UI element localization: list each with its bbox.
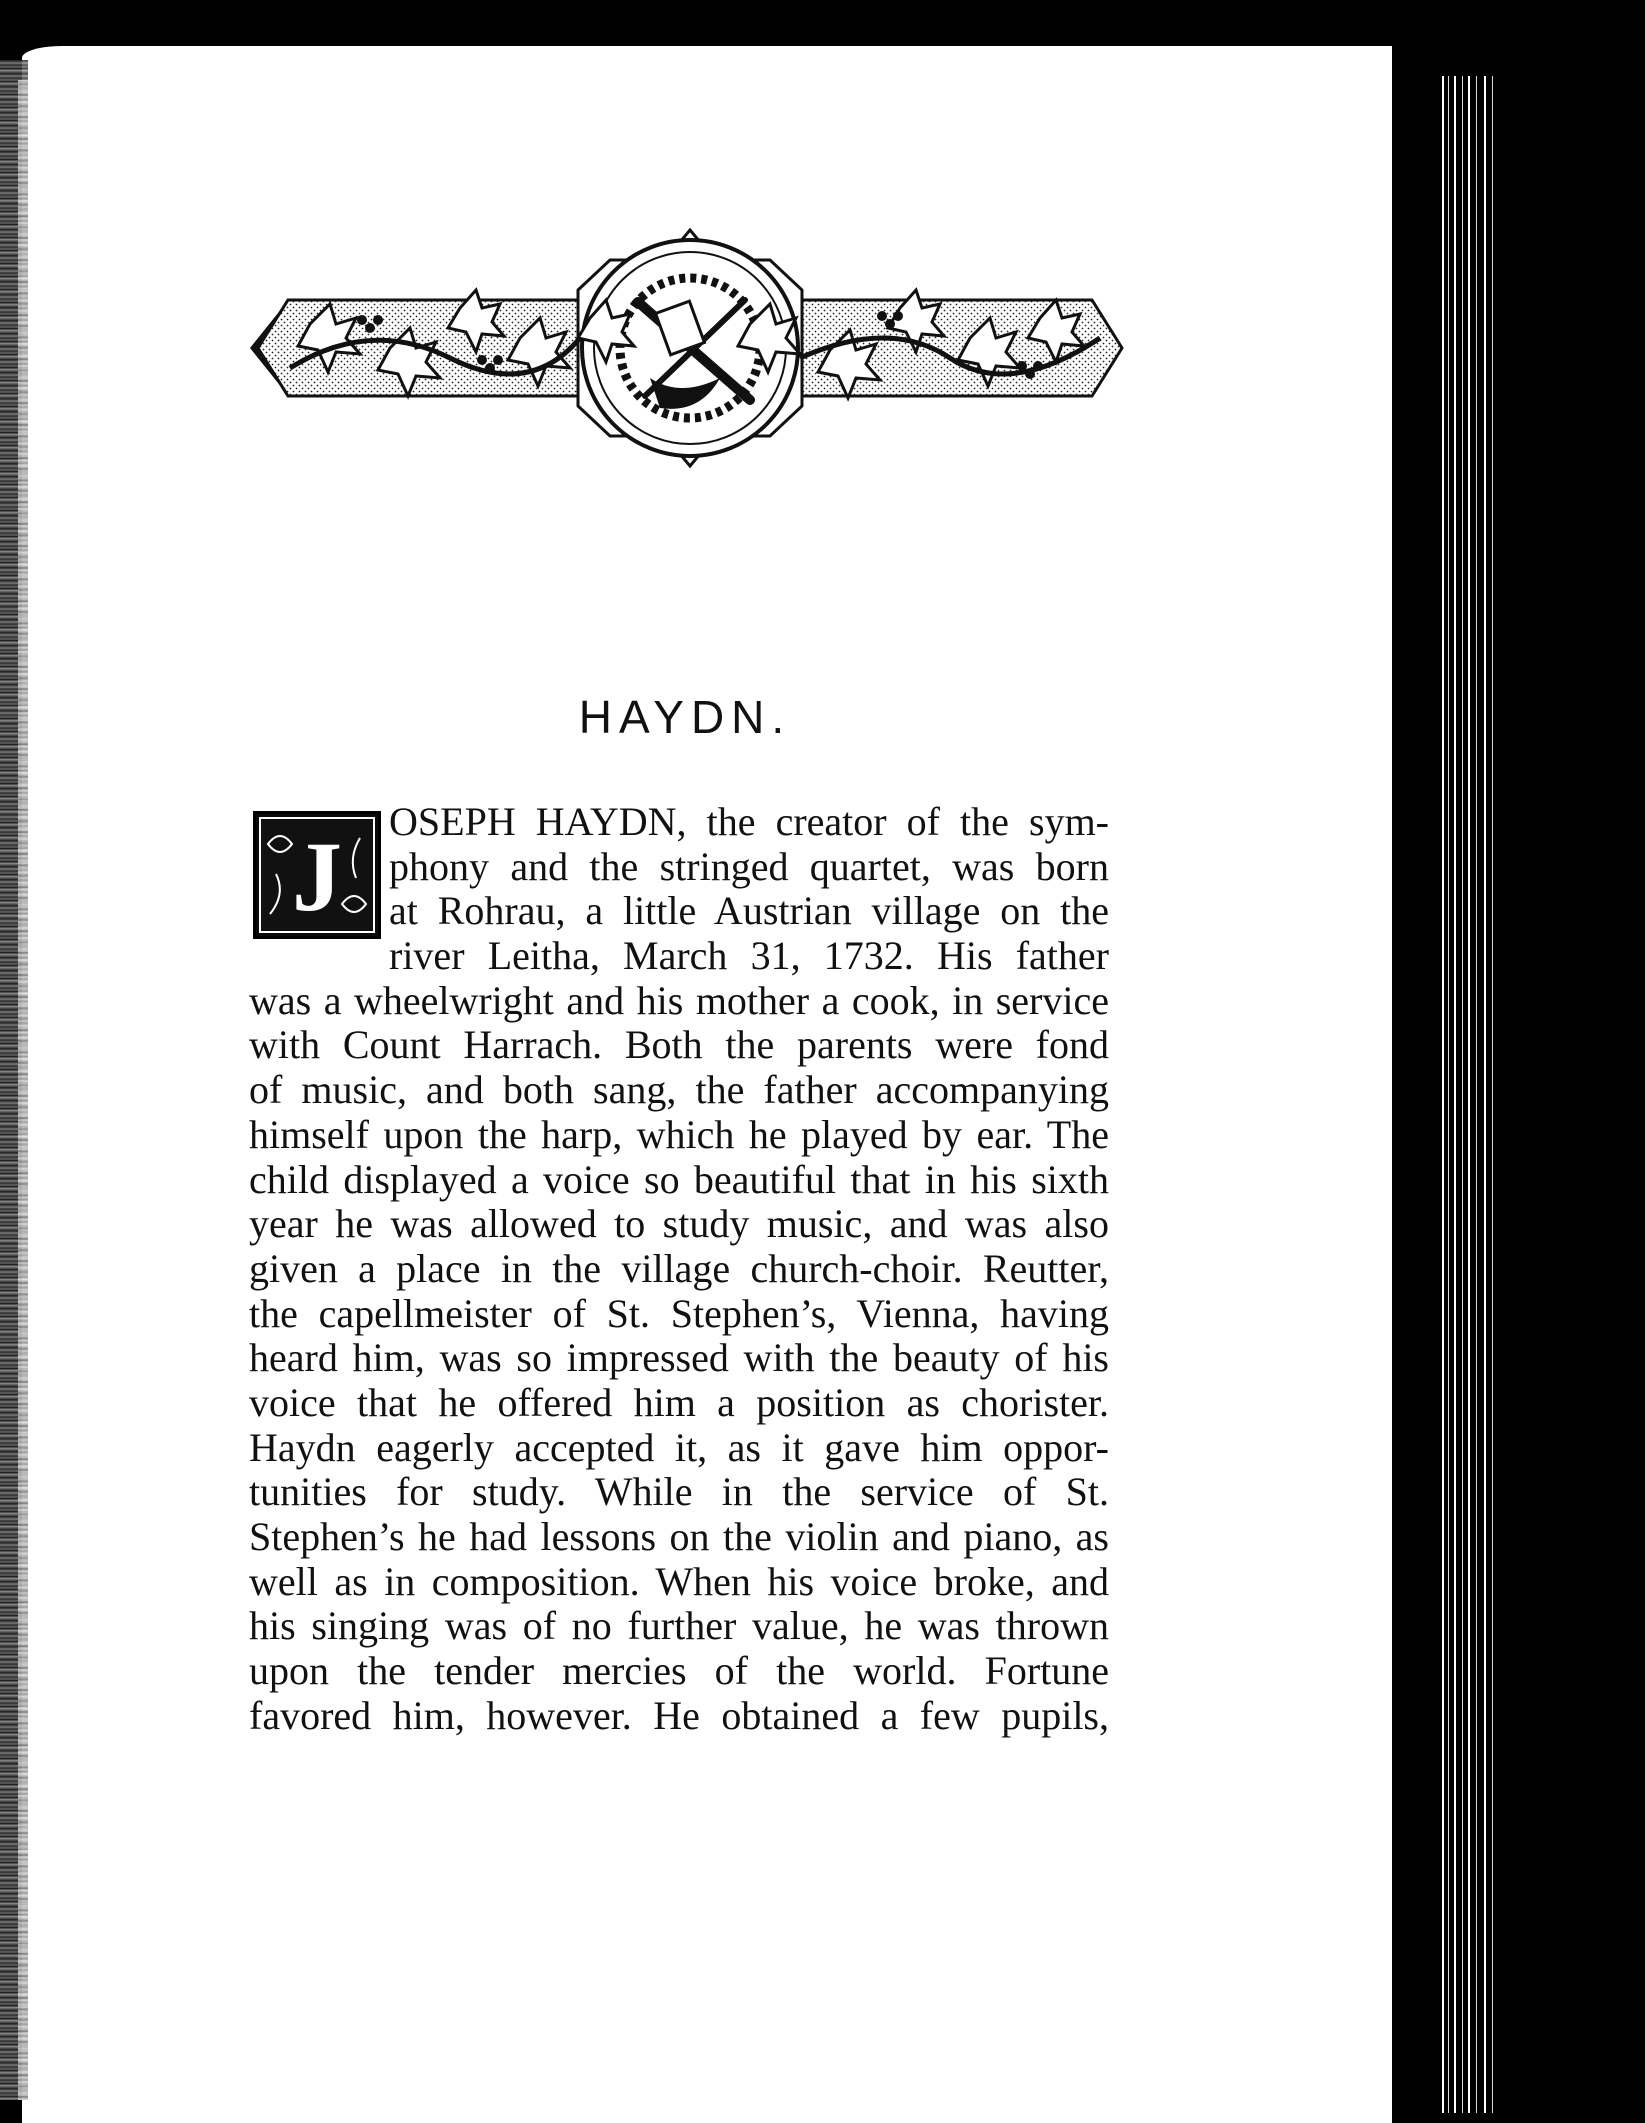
text-line: upon the tender mercies of the world. Fortune: [249, 1648, 1109, 1694]
text-line: the capellmeister of St. Stephen’s, Vienna, having: [249, 1290, 1109, 1336]
page-edge-line: [1468, 76, 1470, 2113]
text-line: Stephen’s he had lessons on the violin and piano, as: [249, 1514, 1109, 1559]
binding-edge-highlight: [18, 80, 28, 2100]
text-line: child displayed a voice so beautiful that in his sixth: [249, 1156, 1109, 1202]
page-edge-line: [1476, 76, 1477, 2113]
text-line: tunities for study. While in the service of St.: [249, 1469, 1109, 1515]
text-line: phony and the stringed quartet, was born: [389, 843, 1109, 889]
text-line: given a place in the village church-choir. Reutter,: [249, 1245, 1109, 1291]
page-edge-line: [1448, 76, 1449, 2113]
text-line: OSEPH HAYDN, the creator of the sym-: [389, 799, 1109, 844]
drop-cap-letter: J: [292, 821, 342, 932]
text-line: was a wheelwright and his mother a cook, in service: [249, 977, 1109, 1023]
text-line: Haydn eagerly accepted it, as it gave him oppor-: [249, 1424, 1109, 1470]
chapter-title: HAYDN.: [578, 691, 792, 743]
body-text: [249, 800, 1109, 1738]
text-line: well as in composition. When his voice broke, and: [249, 1558, 1109, 1604]
text-line: year he was allowed to study music, and was also: [249, 1201, 1109, 1247]
text-line: his singing was of no further value, he was thrown: [249, 1603, 1109, 1649]
text-line: with Count Harrach. Both the parents were fond: [249, 1022, 1109, 1068]
text-line: voice that he offered him a position as chorister.: [249, 1379, 1109, 1425]
text-line: of music, and both sang, the father accompanying: [249, 1067, 1109, 1113]
page-edge-stack: [1392, 46, 1645, 2123]
text-line: at Rohrau, a little Austrian village on the: [389, 888, 1109, 934]
text-line: himself upon the harp, which he played by ear. The: [249, 1111, 1109, 1157]
page-edge-line: [1462, 76, 1463, 2113]
text-line: heard him, was so impressed with the beauty of his: [249, 1335, 1109, 1381]
page-edge-line: [1492, 76, 1493, 2113]
text-line: favored him, however. He obtained a few pupils,: [249, 1692, 1109, 1738]
page-edge-line: [1442, 76, 1444, 2113]
ornamental-headpiece: [250, 228, 1130, 490]
page-edge-line: [1454, 76, 1456, 2113]
text-line: river Leitha, March 31, 1732. His father: [389, 933, 1109, 979]
page-edge-line: [1484, 76, 1486, 2113]
